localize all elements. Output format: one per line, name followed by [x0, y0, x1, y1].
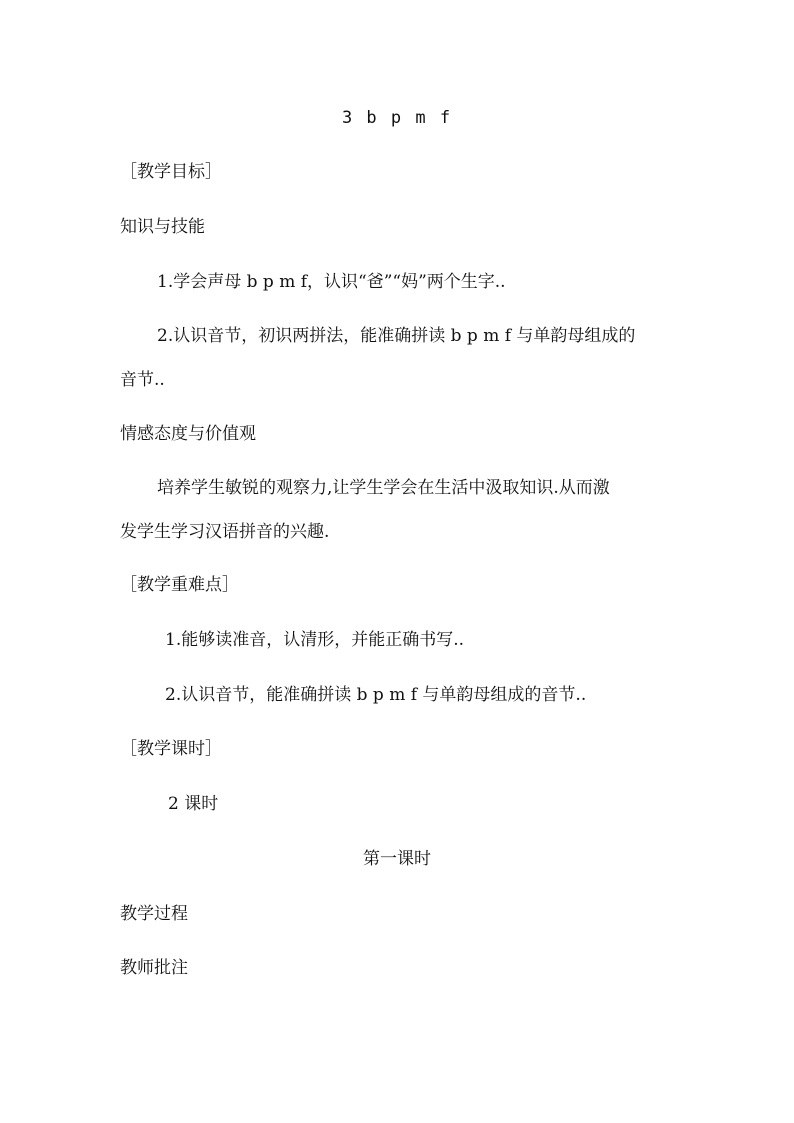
- knowledge-item-2-line-1: 2.认识音节，初识两拼法，能准确拼读 b p m f 与单韵母组成的: [157, 326, 636, 346]
- first-lesson-heading: 第一课时: [363, 849, 431, 869]
- teaching-process-heading: 教学过程: [120, 904, 188, 924]
- knowledge-skills-heading: 知识与技能: [120, 217, 205, 237]
- class-hours-value: 2 课时: [168, 794, 219, 814]
- class-hours-heading: ［教学课时］: [120, 739, 222, 759]
- key-points-heading: ［教学重难点］: [120, 575, 239, 595]
- teaching-objectives-heading: ［教学目标］: [120, 162, 222, 182]
- key-point-1: 1.能够读准音，认清形，并能正确书写..: [165, 630, 465, 650]
- key-point-2: 2.认识音节，能准确拼读 b p m f 与单韵母组成的音节..: [165, 685, 587, 705]
- knowledge-item-2-line-2: 音节..: [120, 370, 165, 390]
- emotion-values-heading: 情感态度与价值观: [120, 424, 256, 444]
- emotion-paragraph-line-2: 发学生学习汉语拼音的兴趣.: [120, 522, 330, 542]
- teacher-notes-heading: 教师批注: [120, 958, 188, 978]
- document-title: 3 b p m f: [341, 108, 453, 128]
- knowledge-item-1: 1.学会声母 b p m f，认识“爸”“妈”两个生字..: [157, 272, 506, 292]
- emotion-paragraph-line-1: 培养学生敏锐的观察力,让学生学会在生活中汲取知识.从而激: [157, 478, 610, 498]
